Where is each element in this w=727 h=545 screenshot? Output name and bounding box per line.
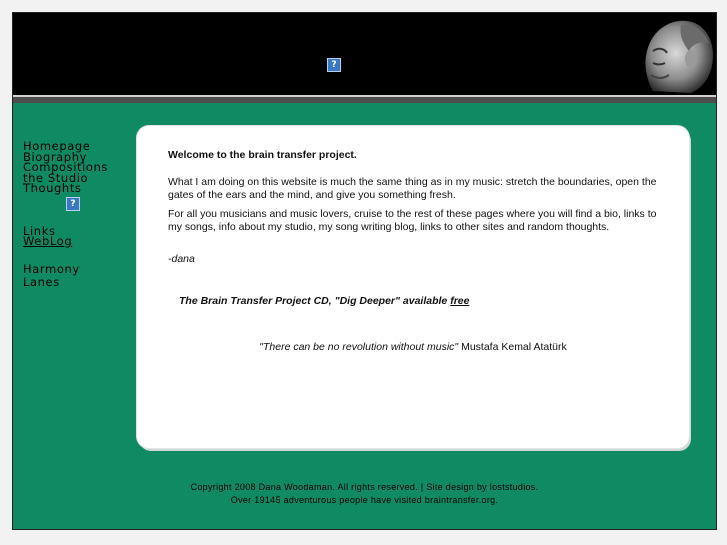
intro-paragraph: What I am doing on this website is much the same thing as in my music: stretch the boundaries, open the gates of the ears and the mind, and give you something fresh. (168, 176, 657, 201)
sidebar-item-the-studio[interactable]: the Studio (23, 170, 89, 185)
cd-text: The Brain Transfer Project CD, "Dig Deeper" available (179, 295, 448, 307)
page-frame (12, 12, 717, 530)
harmony-label-line1: Harmony (23, 261, 80, 276)
header-banner (13, 13, 716, 95)
sidebar-nav (23, 141, 133, 289)
header-band (13, 97, 716, 103)
footer (13, 481, 716, 507)
sidebar-item-homepage[interactable]: Homepage (23, 139, 91, 153)
cd-announcement (179, 295, 469, 308)
welcome-heading: Welcome to the brain transfer project. (168, 149, 357, 161)
invite-paragraph: For all you musicians and music lovers, cruise to the rest of these pages where you will find a bio, links to my songs, info about my studio, my song writing blog, links to other sites and random thoughts. (168, 208, 657, 233)
harmony-label-line2: Lanes (23, 274, 60, 289)
cd-free-link[interactable]: free (450, 295, 470, 307)
broken-image-icon: ? (66, 197, 80, 211)
quote (137, 341, 689, 354)
signature: -dana (168, 253, 195, 265)
sidebar-item-links[interactable]: Links (23, 223, 56, 238)
sidebar-item-biography[interactable]: Biography (23, 149, 87, 164)
sidebar-item-thoughts[interactable]: Thoughts (23, 181, 82, 195)
sidebar-item-harmony-lanes[interactable] (23, 263, 133, 289)
copyright-text: Copyright 2008 Dana Woodaman. All rights reserved. | Site design by loststudios. (190, 482, 539, 492)
visitor-counter: Over 19145 adventurous people have visited braintransfer.org. (230, 495, 499, 505)
quote-text: "There can be no revolution without music" (259, 341, 459, 353)
broken-image-icon: ? (327, 58, 341, 72)
sidebar-item-compositions[interactable]: Compositions (23, 160, 109, 174)
portrait-head-icon (631, 13, 716, 95)
sidebar-item-weblog[interactable]: WebLog (23, 234, 73, 248)
quote-author: Mustafa Kemal Atatürk (461, 341, 567, 353)
content-panel (137, 126, 689, 448)
